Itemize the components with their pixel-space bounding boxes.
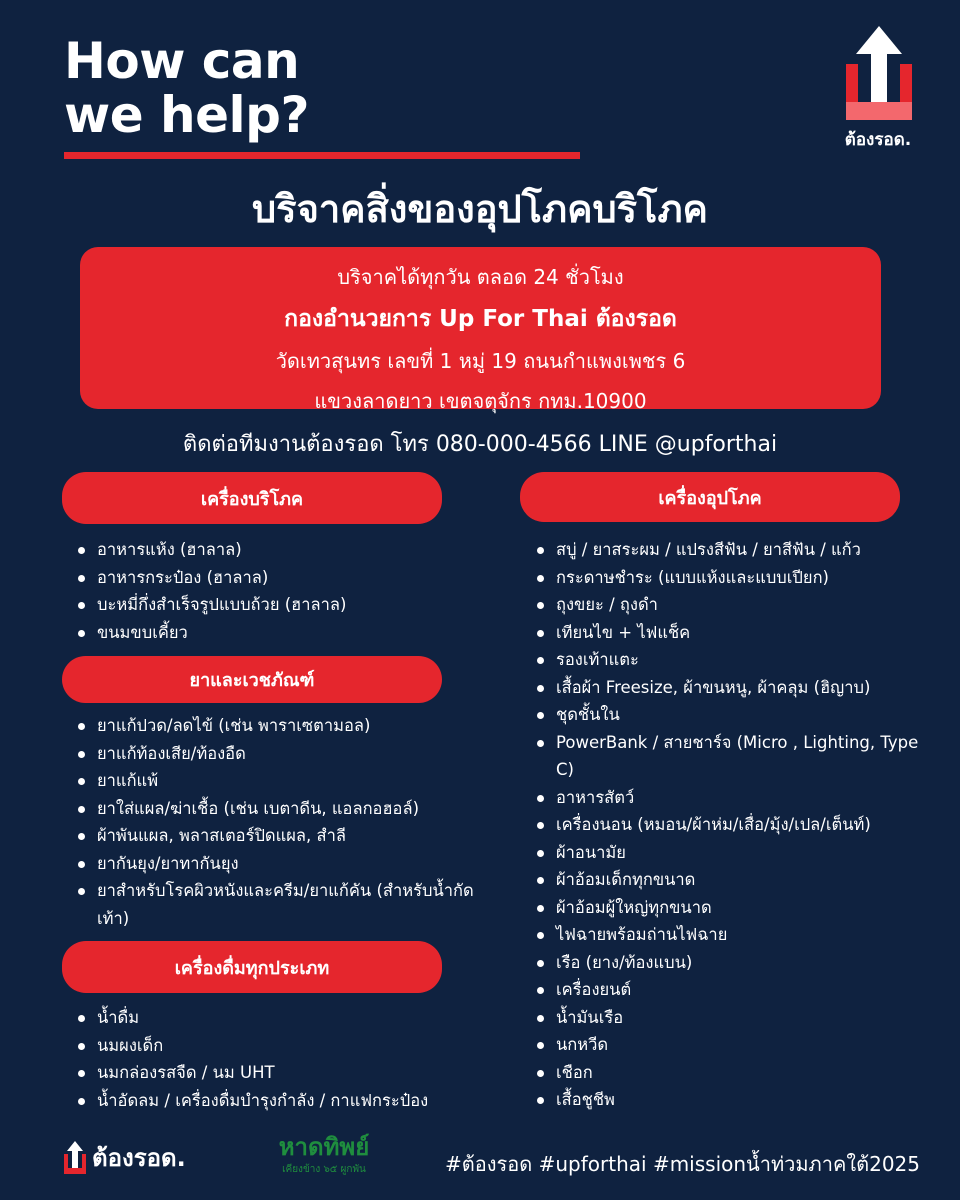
list-item: ยาแก้แพ้ xyxy=(76,767,486,795)
list-item: เสื้อชูชีพ xyxy=(535,1086,925,1114)
footer-brand-logo xyxy=(62,1138,186,1177)
headline-line-2: we help? xyxy=(64,86,309,144)
list-item: รองเท้าแตะ xyxy=(535,646,925,674)
up-arrow-box-icon xyxy=(840,24,916,124)
list-item: ยาสำหรับโรคผิวหนังและครีม/ยาแก้คัน (สำหรับน้ำกัดเท้า) xyxy=(76,877,486,932)
list-item: ผ้าอ้อมเด็กทุกขนาด xyxy=(535,866,925,894)
list-item: ผ้าอ้อมผู้ใหญ่ทุกขนาด xyxy=(535,894,925,922)
contact-line: ติดต่อทีมงานต้องรอด โทร 080-000-4566 LINE @upforthai xyxy=(182,432,778,457)
list-item: เสื้อผ้า Freesize, ผ้าขนหนู, ผ้าคลุม (ฮิญาบ) xyxy=(535,674,925,702)
partner-logo xyxy=(262,1134,386,1177)
list-item: ไฟฉายพร้อมถ่านไฟฉาย xyxy=(535,921,925,949)
info-line-2: กองอำนวยการ Up For Thai ต้องรอด xyxy=(284,306,677,332)
headline xyxy=(64,34,309,142)
section-header-utilities: เครื่องอุปโภค xyxy=(520,472,900,522)
section-header-drinks: เครื่องดื่มทุกประเภท xyxy=(62,941,442,993)
list-item: เครื่องนอน (หมอน/ผ้าห่ม/เสื่อ/มุ้ง/เปล/เต็นท์) xyxy=(535,811,925,839)
list-item: ยาใส่แผล/ฆ่าเชื้อ (เช่น เบตาดีน, แอลกอฮอล์) xyxy=(76,795,486,823)
info-line-1: บริจาคได้ทุกวัน ตลอด 24 ชั่วโมง xyxy=(337,265,624,289)
list-item: ยาแก้ปวด/ลดไข้ (เช่น พาราเซตามอล) xyxy=(76,712,486,740)
list-item: ยาแก้ท้องเสีย/ท้องอืด xyxy=(76,740,486,768)
drinks-list xyxy=(76,1004,496,1114)
section-header-medicine: ยาและเวชภัณฑ์ xyxy=(62,656,442,703)
partner-slogan: เคียงข้าง ๖๕ ผูกพัน xyxy=(282,1164,366,1175)
list-item: นมผงเด็ก xyxy=(76,1032,496,1060)
list-item: เทียนไข + ไฟแช็ค xyxy=(535,619,925,647)
section-header-consumables: เครื่องบริโภค xyxy=(62,472,442,524)
page-title: บริจาคสิ่งของอุปโภคบริโภค xyxy=(252,187,708,231)
info-box xyxy=(80,247,881,413)
utilities-list xyxy=(535,536,925,1114)
list-item: เรือ (ยาง/ท้องแบน) xyxy=(535,949,925,977)
info-line-4: แขวงลาดยาว เขตจตุจักร กทม.10900 xyxy=(314,389,647,413)
list-item: PowerBank / สายชาร์จ (Micro , Lighting, Type C) xyxy=(535,729,925,784)
list-item: อาหารแห้ง (ฮาลาล) xyxy=(76,536,456,564)
headline-underline xyxy=(64,152,580,159)
list-item: น้ำดื่ม xyxy=(76,1004,496,1032)
consumables-list xyxy=(76,536,456,646)
partner-name: หาดทิพย์ xyxy=(278,1133,370,1161)
list-item: ผ้าพันแผล, พลาสเตอร์ปิดแผล, สำลี xyxy=(76,822,486,850)
list-item: ผ้าอนามัย xyxy=(535,839,925,867)
list-item: กระดาษชำระ (แบบแห้งและแบบเปียก) xyxy=(535,564,925,592)
list-item: นมกล่องรสจืด / นม UHT xyxy=(76,1059,496,1087)
list-item: นกหวีด xyxy=(535,1031,925,1059)
list-item: ชุดชั้นใน xyxy=(535,701,925,729)
list-item: น้ำอัดลม / เครื่องดื่มบำรุงกำลัง / กาแฟกระป๋อง xyxy=(76,1087,496,1115)
list-item: ถุงขยะ / ถุงดำ xyxy=(535,591,925,619)
list-item: ยากันยุง/ยาทากันยุง xyxy=(76,850,486,878)
brand-logo-text: ต้องรอด. xyxy=(844,130,912,150)
list-item: อาหารสัตว์ xyxy=(535,784,925,812)
brand-logo xyxy=(840,24,916,150)
list-item: บะหมี่กึ่งสำเร็จรูปแบบถ้วย (ฮาลาล) xyxy=(76,591,456,619)
up-arrow-box-icon xyxy=(62,1140,88,1176)
list-item: ขนมขบเคี้ยว xyxy=(76,619,456,647)
footer-logo-text: ต้องรอด. xyxy=(92,1144,186,1172)
list-item: น้ำมันเรือ xyxy=(535,1004,925,1032)
list-item: เครื่องยนต์ xyxy=(535,976,925,1004)
hashtags: #ต้องรอด #upforthai #missionน้ำท่วมภาคใต้2025 xyxy=(445,1152,920,1176)
medicine-list xyxy=(76,712,486,932)
list-item: อาหารกระป๋อง (ฮาลาล) xyxy=(76,564,456,592)
headline-line-1: How can xyxy=(64,32,300,90)
info-line-3: วัดเทวสุนทร เลขที่ 1 หมู่ 19 ถนนกำแพงเพชร 6 xyxy=(275,349,686,373)
list-item: สบู่ / ยาสระผม / แปรงสีฟัน / ยาสีฟัน / แก้ว xyxy=(535,536,925,564)
list-item: เชือก xyxy=(535,1059,925,1087)
